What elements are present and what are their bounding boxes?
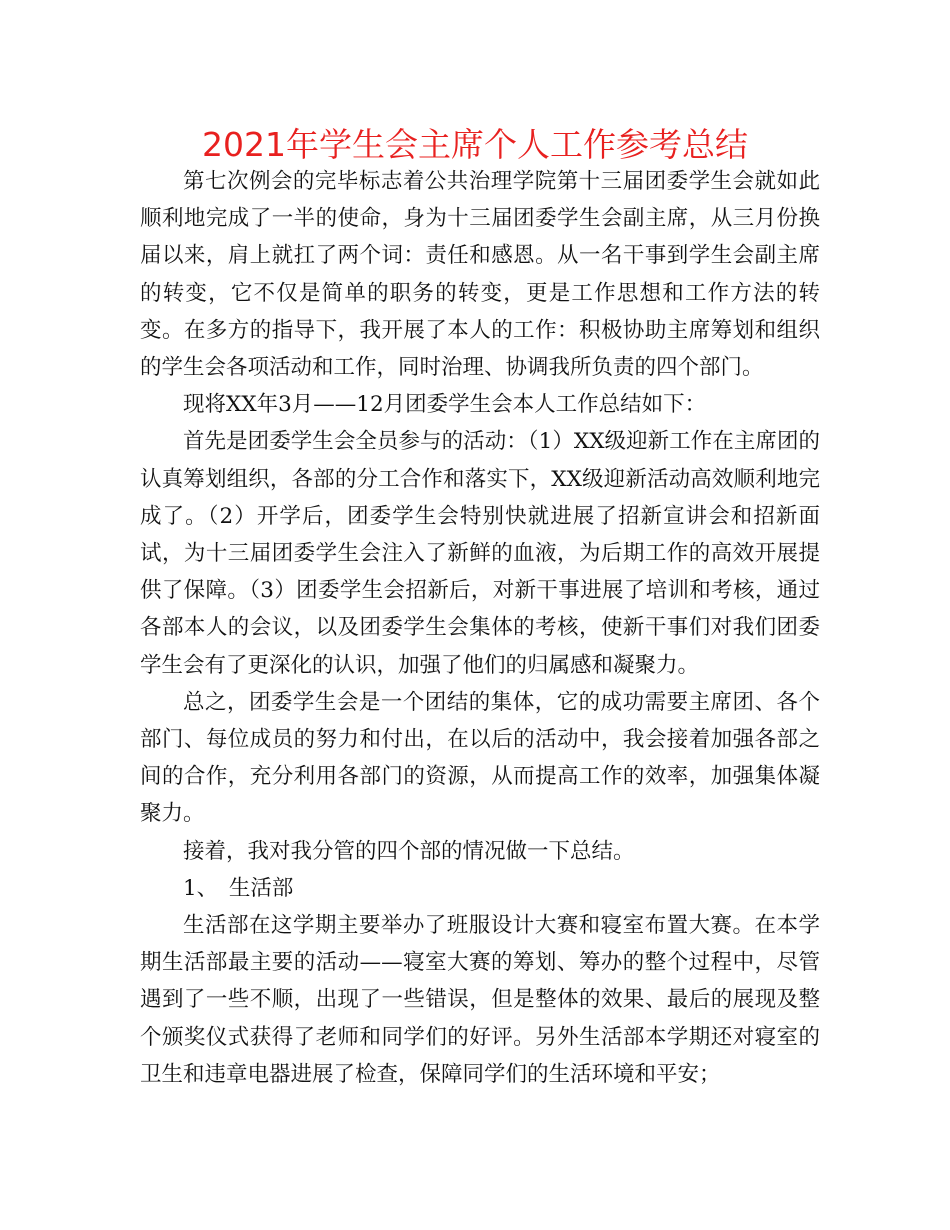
paragraph-intro: 第七次例会的完毕标志着公共治理学院第十三届团委学生会就如此顺利地完成了一半的使命，身为十三届团委学生会副主席，从三月份换届以来，肩上就扛了两个词：责任和感恩。从一名干事到学生会副主席的转变，它不仅是简单的职务的转变，更是工作思想和工作方法的转变。在多方的指导下，我开展了本人的工作：积极协助主席筹划和组织的学生会各项活动和工作，同时治理、协调我所负责的四个部门。: [140, 169, 820, 381]
section-heading-life-department: 1、 生活部: [183, 875, 294, 901]
paragraph-collective-activities: 首先是团委学生会全员参与的活动：（1）XX级迎新工作在主席团的认真筹划组织，各部的分工合作和落实下，XX级迎新活动高效顺利地完成了。（2）开学后，团委学生会特别快就进展了招新宣讲会和招新面试，为十三届团委学生会注入了新鲜的血液，为后期工作的高效开展提供了保障。（3）团委学生会招新后，对新干事进展了培训和考核，通过各部本人的会议，以及团委学生会集体的考核，使新干事们对我们团委学生会有了更深化的认识，加强了他们的归属感和凝聚力。: [140, 429, 820, 678]
paragraph-department-intro: 接着，我对我分管的四个部的情况做一下总结。: [183, 838, 635, 864]
document-title: 2021年学生会主席个人工作参考总结: [202, 125, 748, 164]
paragraph-conclusion: 总之，团委学生会是一个团结的集体，它的成功需要主席团、各个部门、每位成员的努力和付出，在以后的活动中，我会接着加强各部之间的合作，充分利用各部门的资源，从而提高工作的效率，加强集体凝聚力。: [140, 689, 820, 827]
paragraph-life-department: 生活部在这学期主要举办了班服设计大赛和寝室布置大赛。在本学期生活部最主要的活动——寝室大赛的筹划、筹办的整个过程中，尽管遇到了一些不顺，出现了一些错误，但是整体的效果、最后的展现及整个颁奖仪式获得了老师和同学们的好评。另外生活部本学期还对寝室的卫生和违章电器进展了检查，保障同学们的生活环境和平安；: [140, 913, 820, 1087]
paragraph-summary-lead: 现将XX年3月——12月团委学生会本人工作总结如下：: [183, 392, 707, 418]
document-body: [140, 163, 820, 1093]
